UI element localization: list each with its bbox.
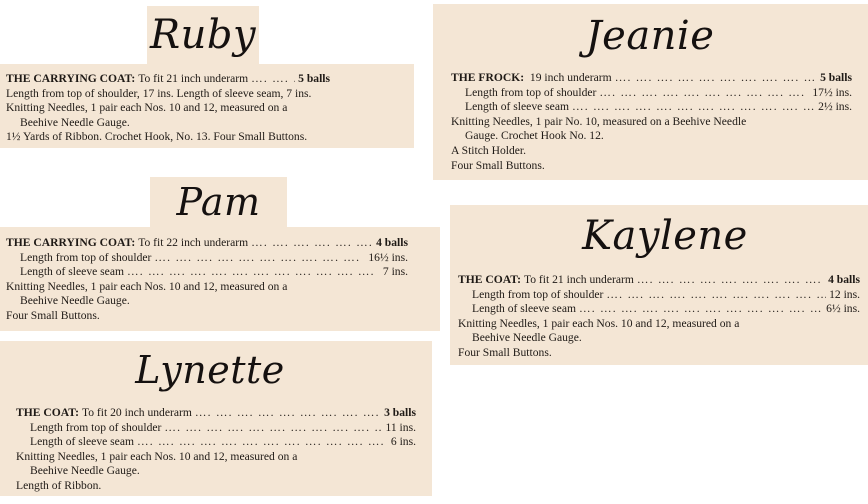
ruby-size-line — [6, 72, 408, 87]
pam-shoulder-label: Length from top of shoulder — [20, 250, 152, 264]
ruby-needles-2: Beehive Needle Gauge. — [20, 115, 130, 129]
leader-dots — [137, 435, 388, 450]
kaylene-sleeve-value: 6½ ins. — [826, 302, 860, 316]
kaylene-shoulder-label: Length from top of shoulder — [472, 287, 604, 301]
kaylene-shoulder-line — [458, 288, 860, 303]
pam-item-label: THE CARRYING COAT: — [6, 236, 136, 249]
jeanie-title: Jeanie — [585, 13, 715, 59]
lynette-item-label: THE COAT: — [16, 406, 80, 419]
pam-size-line — [6, 236, 408, 251]
ruby-size-text: To fit 21 inch underarm — [138, 72, 249, 85]
kaylene-needles-2: Beehive Needle Gauge. — [472, 331, 582, 345]
leader-dots — [195, 406, 381, 421]
jeanie-extras-1: A Stitch Holder. — [451, 143, 527, 157]
lynette-sleeve-line — [16, 435, 416, 450]
kaylene-shoulder-value: 12 ins. — [829, 287, 860, 301]
jeanie-quantity: 5 balls — [820, 71, 852, 84]
lynette-sleeve-label: Length of sleeve seam — [30, 435, 134, 449]
lynette-card — [0, 398, 432, 494]
pam-sleeve-label: Length of sleeve seam — [20, 265, 124, 279]
jeanie-sleeve-label: Length of sleeve seam — [465, 100, 569, 114]
kaylene-title: Kaylene — [582, 213, 748, 259]
leader-dots — [164, 421, 382, 436]
kaylene-extras: Four Small Buttons. — [458, 345, 552, 359]
pam-title: Pam — [176, 180, 261, 224]
pam-quantity: 4 balls — [376, 236, 408, 249]
jeanie-needles-1: Knitting Needles, 1 pair No. 10, measured on a Beehive Needle — [451, 114, 747, 128]
ruby-card — [0, 64, 414, 148]
pam-sleeve-value: 7 ins. — [382, 265, 408, 279]
jeanie-sleeve-line — [451, 100, 852, 115]
lynette-needles-2: Beehive Needle Gauge. — [30, 464, 140, 478]
ruby-item-label: THE CARRYING COAT: — [6, 72, 136, 85]
kaylene-sleeve-label: Length of sleeve seam — [472, 302, 576, 316]
ruby-title: Ruby — [149, 12, 257, 58]
pam-needles-2: Beehive Needle Gauge. — [20, 294, 130, 308]
lynette-extras: Length of Ribbon. — [16, 478, 102, 492]
ruby-extras: 1½ Yards of Ribbon. Crochet Hook, No. 13. Four Small Buttons. — [6, 130, 308, 144]
jeanie-card — [433, 66, 868, 173]
leader-dots — [572, 100, 815, 115]
pam-needles-1: Knitting Needles, 1 pair each Nos. 10 and 12, measured on a — [6, 279, 288, 293]
ruby-quantity: 5 balls — [298, 72, 331, 85]
jeanie-shoulder-value: 17½ ins. — [812, 85, 852, 99]
lynette-quantity: 3 balls — [384, 406, 416, 419]
lynette-size-text: To fit 20 inch underarm — [81, 406, 192, 419]
leader-dots — [251, 236, 373, 251]
jeanie-sleeve-value: 2½ ins. — [818, 100, 852, 114]
ruby-measurements: Length from top of shoulder, 17 ins. Length of sleeve seam, 7 ins. — [6, 86, 312, 100]
leader-dots — [154, 251, 365, 266]
jeanie-shoulder-line — [451, 86, 852, 101]
kaylene-quantity: 4 balls — [828, 273, 860, 286]
lynette-shoulder-line — [16, 421, 416, 436]
kaylene-needles-1: Knitting Needles, 1 pair each Nos. 10 and 12, measured on a — [458, 316, 740, 330]
lynette-needles-1: Knitting Needles, 1 pair each Nos. 10 and 12, measured on a — [16, 449, 298, 463]
ruby-needles-1: Knitting Needles, 1 pair each Nos. 10 and 12, measured on a — [6, 101, 288, 115]
pam-shoulder-line — [6, 251, 408, 266]
kaylene-size-line — [458, 273, 860, 288]
lynette-shoulder-value: 11 ins. — [385, 420, 416, 434]
lynette-title: Lynette — [135, 348, 285, 392]
pam-extras: Four Small Buttons. — [6, 308, 100, 322]
leader-dots — [127, 265, 380, 280]
pam-size-text: To fit 22 inch underarm — [138, 236, 249, 249]
leader-dots — [579, 302, 823, 317]
lynette-size-line — [16, 406, 416, 421]
jeanie-item-label: THE FROCK: — [451, 71, 525, 84]
jeanie-needles-2: Gauge. Crochet Hook No. 12. — [465, 129, 604, 143]
leader-dots — [615, 71, 817, 86]
kaylene-card — [450, 268, 868, 361]
kaylene-sleeve-line — [458, 302, 860, 317]
pam-shoulder-value: 16½ ins. — [368, 250, 408, 264]
jeanie-extras-2: Four Small Buttons. — [451, 158, 545, 172]
kaylene-size-text: To fit 21 inch underarm — [523, 273, 634, 286]
leader-dots — [637, 273, 825, 288]
lynette-shoulder-label: Length from top of shoulder — [30, 420, 162, 434]
pam-sleeve-line — [6, 265, 408, 280]
kaylene-item-label: THE COAT: — [458, 273, 522, 286]
leader-dots — [599, 86, 809, 101]
jeanie-size-text: 19 inch underarm — [529, 71, 612, 84]
leader-dots — [251, 72, 295, 87]
jeanie-size-line — [451, 71, 852, 86]
lynette-sleeve-value: 6 ins. — [390, 435, 416, 449]
pam-card — [0, 227, 440, 331]
jeanie-shoulder-label: Length from top of shoulder — [465, 85, 597, 99]
leader-dots — [606, 288, 826, 303]
